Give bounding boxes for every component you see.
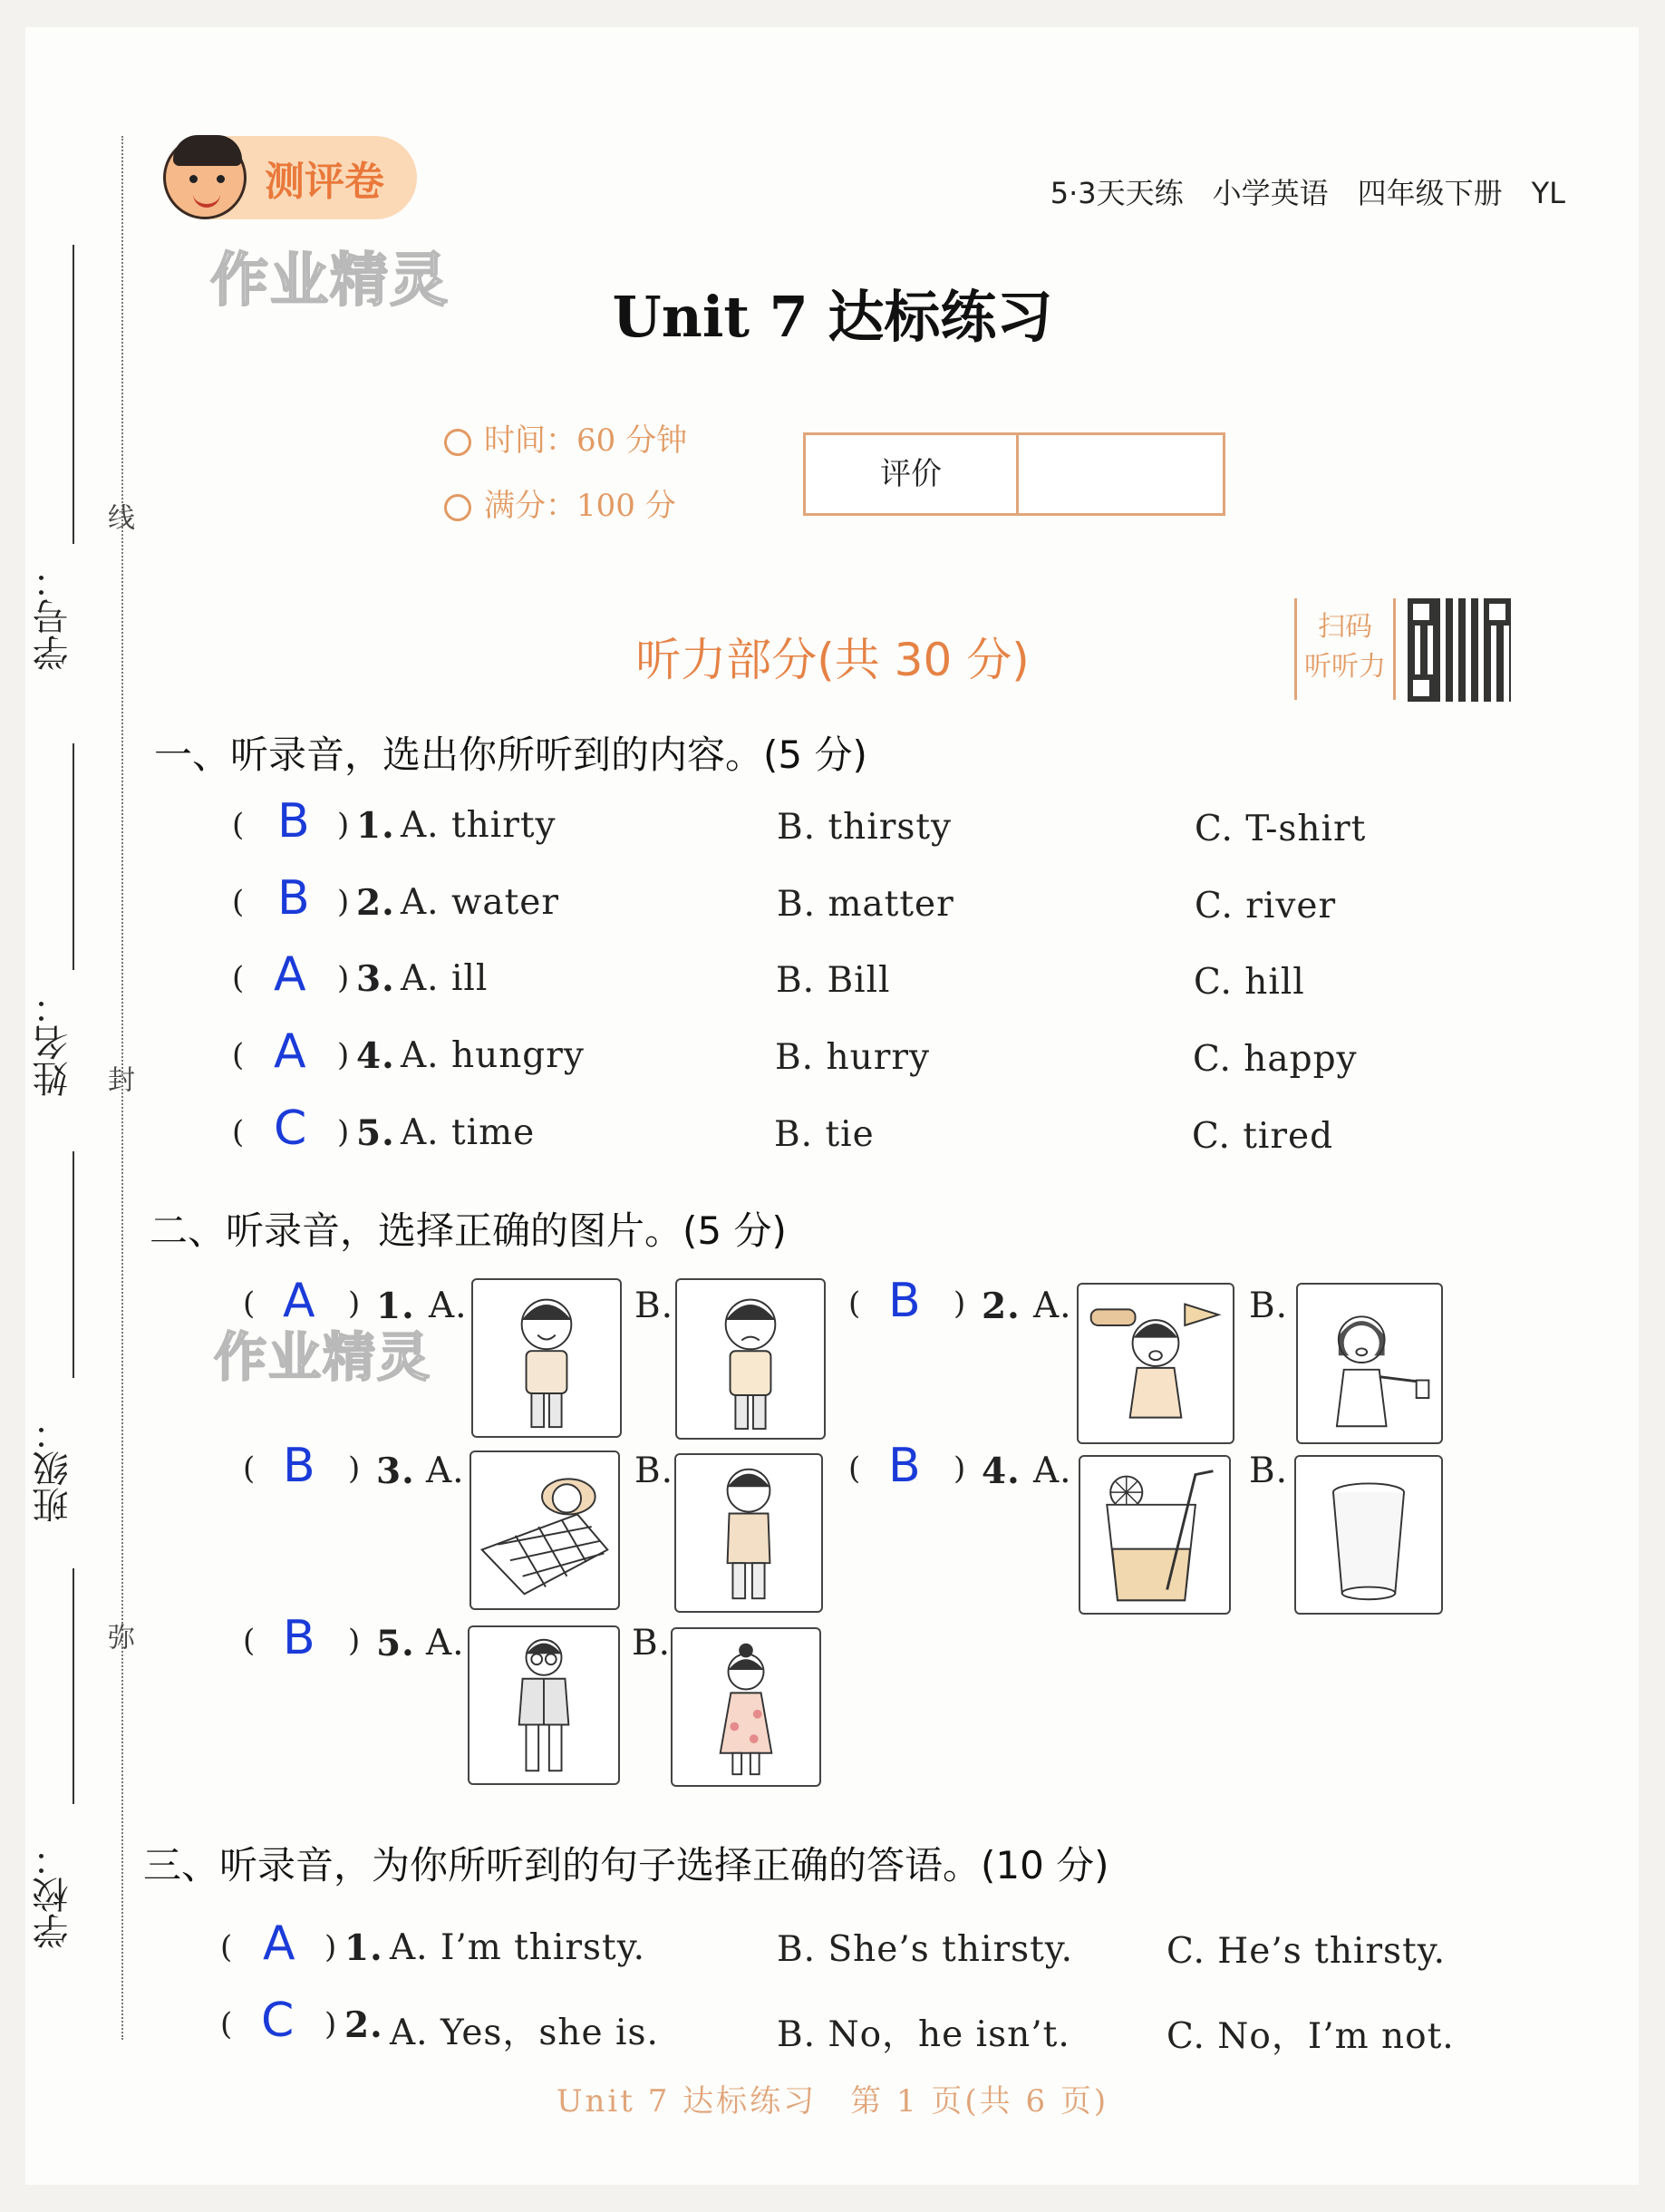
option-b-label: B. xyxy=(632,1623,672,1664)
answer-mark: C xyxy=(261,1994,295,2048)
part3-heading: 三、听录音，为你所听到的句子选择正确的答语。(10 分) xyxy=(143,1843,1109,1887)
juice-glass-picture[interactable] xyxy=(1079,1455,1231,1615)
scan-line-1: 扫码 xyxy=(1318,611,1372,643)
empty-glass-picture[interactable] xyxy=(1294,1455,1443,1615)
paren-close: ) xyxy=(337,1114,350,1150)
page-footer: Unit 7 达标练习 第 1 页(共 6 页) xyxy=(556,2083,1109,2120)
option-a-label: A. xyxy=(429,1285,468,1326)
scan-label xyxy=(1294,598,1396,700)
option-b: B. matter xyxy=(777,884,954,925)
option-c: C. tired xyxy=(1192,1116,1334,1157)
fill-line-name xyxy=(73,743,74,970)
paren-close: ) xyxy=(337,884,350,920)
boy-happy-picture[interactable] xyxy=(471,1278,622,1438)
option-a: A. I’m thirsty. xyxy=(390,1927,645,1968)
listening-section-title: 听力部分(共 30 分) xyxy=(635,634,1030,686)
paren-open: ( xyxy=(243,1623,256,1659)
answer-mark: C xyxy=(274,1101,307,1156)
answer-mark: B xyxy=(277,794,310,849)
paren-open: ( xyxy=(232,1114,245,1150)
scan-line-2: 听听力 xyxy=(1304,651,1386,683)
boy-sad-picture[interactable] xyxy=(675,1278,826,1440)
paren-close: ) xyxy=(954,1450,966,1487)
paren-open: ( xyxy=(243,1285,256,1322)
option-a: A. Yes，she is. xyxy=(390,2013,659,2053)
paren-close: ) xyxy=(337,807,350,843)
item-number: 2. xyxy=(356,882,395,924)
option-c: C. He’s thirsty. xyxy=(1166,1931,1446,1972)
option-b: B. tie xyxy=(774,1114,875,1155)
paren-close: ) xyxy=(348,1450,361,1487)
answer-mark: A xyxy=(274,947,306,1002)
paren-open: ( xyxy=(232,1037,245,1073)
clock-icon xyxy=(444,429,471,456)
item-number: 1. xyxy=(376,1285,415,1327)
option-b-label: B. xyxy=(634,1450,674,1491)
girl-hungry-picture[interactable] xyxy=(1077,1283,1234,1444)
label-student-number: 学号： xyxy=(33,562,74,671)
fill-line-class xyxy=(73,1151,74,1378)
answer-mark: B xyxy=(283,1439,315,1493)
paren-open: ( xyxy=(232,884,245,920)
paren-open: ( xyxy=(232,960,245,996)
time-text: 时间：60 分钟 xyxy=(484,422,688,459)
badge-label: 测评卷 xyxy=(265,159,384,205)
paren-open: ( xyxy=(848,1285,861,1322)
option-a-label: A. xyxy=(1033,1450,1072,1491)
boy-tired-picture[interactable] xyxy=(674,1453,823,1613)
option-b-label: B. xyxy=(634,1285,674,1326)
item-number: 4. xyxy=(982,1450,1021,1492)
item-number: 5. xyxy=(376,1623,415,1664)
answer-mark: A xyxy=(263,1916,295,1971)
option-c: C. river xyxy=(1195,886,1337,927)
answer-mark: B xyxy=(888,1274,921,1328)
score-text: 满分：100 分 xyxy=(484,488,676,524)
man-in-suit-picture[interactable] xyxy=(468,1625,620,1785)
item-number: 2. xyxy=(344,2004,383,2046)
option-b: B. No，he isn’t. xyxy=(777,2014,1070,2055)
girl-thirsty-picture[interactable] xyxy=(1296,1283,1443,1444)
option-a: A. ill xyxy=(401,958,489,999)
paren-close: ) xyxy=(324,2006,337,2042)
margin-char-xian: 线 xyxy=(102,503,134,530)
evaluation-box[interactable] xyxy=(803,432,1225,516)
page-title: Unit 7 达标练习 xyxy=(612,284,1053,350)
option-b: B. thirsty xyxy=(777,807,953,848)
watermark: 作业精灵 xyxy=(214,1326,432,1388)
option-a: A. time xyxy=(401,1112,536,1153)
label-class: 班级： xyxy=(33,1414,74,1523)
option-b: B. hurry xyxy=(775,1037,931,1078)
series-info: 5·3天天练 小学英语 四年级下册 YL xyxy=(1050,176,1565,210)
option-c: C. No，I’m not. xyxy=(1166,2016,1455,2057)
answer-mark: B xyxy=(888,1439,921,1493)
item-number: 1. xyxy=(356,805,395,847)
paren-open: ( xyxy=(848,1450,861,1487)
answer-mark: B xyxy=(277,871,310,926)
option-b: B. She’s thirsty. xyxy=(777,1929,1074,1970)
girl-in-dress-picture[interactable] xyxy=(671,1627,821,1787)
mascot-icon xyxy=(163,136,247,219)
margin-char-mi: 弥 xyxy=(102,1623,134,1650)
paren-open: ( xyxy=(220,2006,233,2042)
item-number: 3. xyxy=(376,1450,415,1492)
evaluation-label: 评价 xyxy=(806,435,1019,513)
option-c: C. T-shirt xyxy=(1195,809,1367,849)
fill-line-school xyxy=(73,1568,74,1804)
paren-close: ) xyxy=(337,1037,350,1073)
paren-close: ) xyxy=(348,1623,361,1659)
part1-heading: 一、听录音，选出你所听到的内容。(5 分) xyxy=(154,732,867,777)
option-b-label: B. xyxy=(1249,1450,1289,1491)
margin-char-feng: 封 xyxy=(102,1065,134,1092)
paren-close: ) xyxy=(348,1285,361,1322)
answer-mark: A xyxy=(283,1274,315,1328)
option-a: A. hungry xyxy=(401,1035,585,1076)
option-a: A. thirty xyxy=(401,805,557,846)
time-info xyxy=(444,415,687,460)
answer-mark: B xyxy=(283,1611,315,1665)
score-info xyxy=(444,480,676,525)
option-a-label: A. xyxy=(1033,1285,1072,1326)
option-a: A. water xyxy=(401,882,559,923)
paren-close: ) xyxy=(954,1285,966,1322)
sick-in-bed-picture[interactable] xyxy=(469,1450,620,1610)
item-number: 3. xyxy=(356,958,395,1000)
paren-close: ) xyxy=(337,960,350,996)
option-b: B. Bill xyxy=(776,960,891,1001)
label-school: 学校： xyxy=(33,1840,74,1949)
item-number: 2. xyxy=(982,1285,1021,1327)
answer-mark: A xyxy=(274,1024,306,1079)
item-number: 5. xyxy=(356,1112,395,1154)
item-number: 1. xyxy=(344,1927,383,1969)
part2-heading: 二、听录音，选择正确的图片。(5 分) xyxy=(150,1208,787,1253)
label-name: 姓名： xyxy=(33,988,74,1097)
option-c: C. hill xyxy=(1194,962,1305,1003)
qr-code-icon[interactable] xyxy=(1408,598,1511,702)
paren-open: ( xyxy=(220,1929,233,1965)
paren-close: ) xyxy=(324,1929,337,1965)
watermark: 作业精灵 xyxy=(210,247,450,315)
item-number: 4. xyxy=(356,1035,395,1077)
option-c: C. happy xyxy=(1193,1039,1358,1080)
option-b-label: B. xyxy=(1249,1285,1289,1326)
option-a-label: A. xyxy=(426,1450,465,1491)
option-a-label: A. xyxy=(426,1623,465,1664)
paren-open: ( xyxy=(232,807,245,843)
paren-open: ( xyxy=(243,1450,256,1487)
check-icon xyxy=(444,494,471,521)
